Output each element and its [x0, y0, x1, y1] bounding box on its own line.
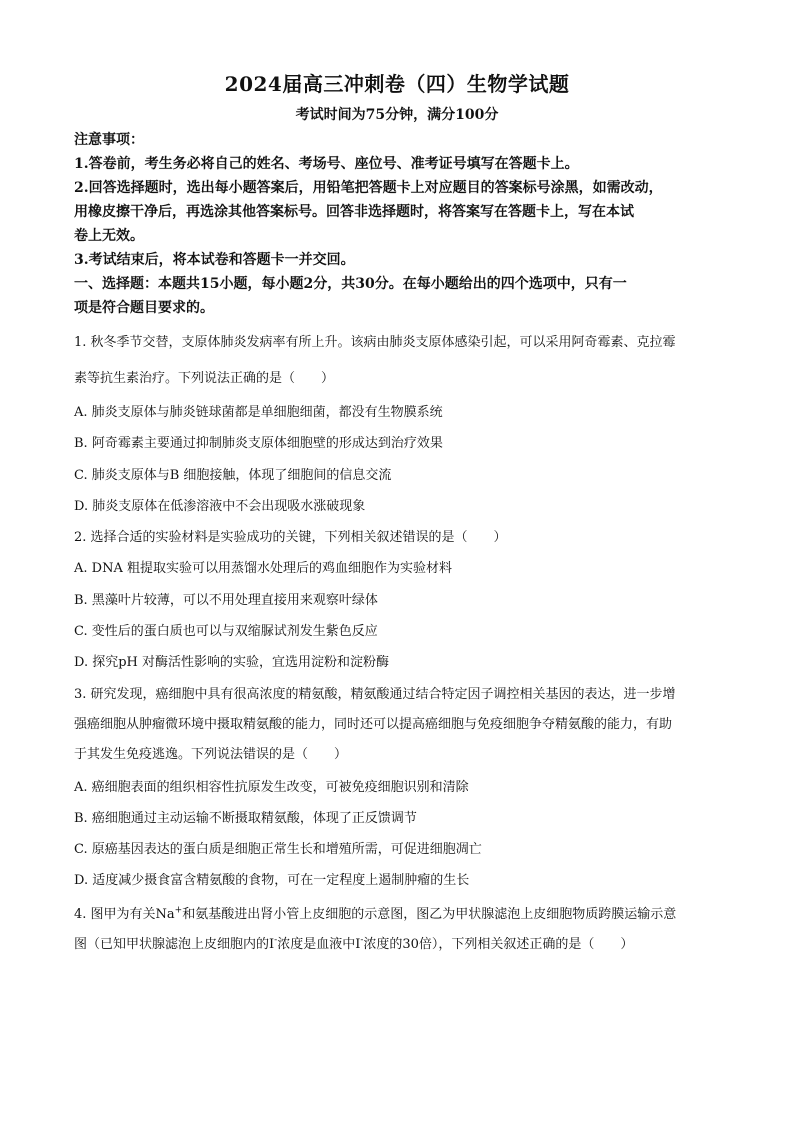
- question-2-option-c: C. 变性后的蛋白质也可以与双缩脲试剂发生紫色反应: [74, 624, 378, 639]
- question-1-option-a: A. 肺炎支原体与肺炎链球菌都是单细胞细菌，都没有生物膜系统: [74, 405, 443, 420]
- question-1-option-b: B. 阿奇霉素主要通过抑制肺炎支原体细胞壁的形成达到治疗效果: [74, 436, 443, 451]
- page-title: 2024届高三冲刺卷（四）生物学试题: [224, 72, 570, 96]
- notice-block: [74, 128, 724, 320]
- question-1-stem-line-1: 1. 秋冬季节交替，支原体肺炎发病率有所上升。该病由肺炎支原体感染引起，可以采用阿奇霉素、克拉霉: [74, 335, 676, 350]
- question-2-option-a: A. DNA 粗提取实验可以用蒸馏水处理后的鸡血细胞作为实验材料: [74, 561, 452, 576]
- question-2-option-b: B. 黑藻叶片较薄，可以不用处理直接用来观察叶绿体: [74, 593, 378, 608]
- q4-text-2c: 浓度的30倍），下列相关叙述正确的是（ ）: [363, 937, 634, 952]
- question-1-stem: [74, 325, 726, 397]
- notice-item-2-line-3: 卷上无效。: [74, 228, 144, 244]
- q4-text-1b: 和氨基酸进出肾小管上皮细胞的示意图，图乙为甲状腺滤泡上皮细胞物质跨膜运输示意: [182, 907, 677, 922]
- notice-item-3: 3.考试结束后，将本试卷和答题卡一并交回。: [74, 252, 355, 268]
- question-3-stem-line-1: 3. 研究发现，癌细胞中具有很高浓度的精氨酸，精氨酸通过结合特定因子调控相关基因的表达，进一步增: [74, 687, 676, 702]
- question-3-option-b: B. 癌细胞通过主动运输不断摄取精氨酸，体现了正反馈调节: [74, 811, 417, 826]
- question-3-option-a: A. 癌细胞表面的组织相容性抗原发生改变，可被免疫细胞识别和清除: [74, 780, 469, 795]
- question-4-stem: [74, 900, 726, 960]
- notice-item-1: 1.答卷前，考生务必将自己的姓名、考场号、座位号、准考证号填写在答题卡上。: [74, 156, 579, 172]
- q4-text-2b: 浓度是血液中I: [277, 937, 361, 952]
- q4-superscript-1: +: [174, 905, 183, 916]
- notice-heading: 注意事项：: [74, 132, 144, 148]
- notice-item-2-line-1: 2.回答选择题时，选出每小题答案后，用铅笔把答题卡上对应题目的答案标号涂黑，如需改动，: [74, 180, 663, 196]
- q4-superscript-3: -: [360, 935, 364, 946]
- question-3-stem-line-3: 于其发生免疫逃逸。下列说法错误的是（ ）: [74, 747, 348, 762]
- question-1-option-d: D. 肺炎支原体在低渗溶液中不会出现吸水涨破现象: [74, 499, 366, 514]
- section-heading-line-2: 项是符合题目要求的。: [74, 300, 214, 316]
- question-3-stem: [74, 680, 726, 770]
- question-4-stem-line-2: [74, 930, 726, 960]
- question-2-option-d: D. 探究pH 对酶活性影响的实验，宜选用淀粉和淀粉酶: [74, 655, 390, 670]
- question-1-option-c: C. 肺炎支原体与B 细胞接触，体现了细胞间的信息交流: [74, 468, 392, 483]
- question-4-stem-line-1: [74, 900, 726, 930]
- question-3-option-d: D. 适度减少摄食富含精氨酸的食物，可在一定程度上遏制肿瘤的生长: [74, 873, 470, 888]
- q4-text-1a: 4. 图甲为有关Na: [74, 907, 175, 922]
- question-3-option-c: C. 原癌基因表达的蛋白质是细胞正常生长和增殖所需，可促进细胞凋亡: [74, 842, 482, 857]
- exam-duration: 考试时间为75分钟，满分100分: [295, 107, 499, 123]
- q4-text-2a: 图（已知甲状腺滤泡上皮细胞内的I: [74, 937, 275, 952]
- notice-item-2-line-2: 用橡皮擦干净后，再选涂其他答案标号。回答非选择题时，将答案写在答题卡上，写在本试: [74, 204, 634, 220]
- question-1-stem-line-2: 素等抗生素治疗。下列说法正确的是（ ）: [74, 371, 335, 386]
- q4-superscript-2: -: [274, 935, 278, 946]
- section-heading-line-1: 一、选择题：本题共15小题，每小题2分，共30分。在每小题给出的四个选项中，只有一: [74, 276, 627, 292]
- question-3-stem-line-2: 强癌细胞从肿瘤微环境中摄取精氨酸的能力，同时还可以提高癌细胞与免疫细胞争夺精氨酸的能力，有助: [74, 717, 673, 732]
- question-2-stem: 2. 选择合适的实验材料是实验成功的关键，下列相关叙述错误的是（ ）: [74, 530, 507, 545]
